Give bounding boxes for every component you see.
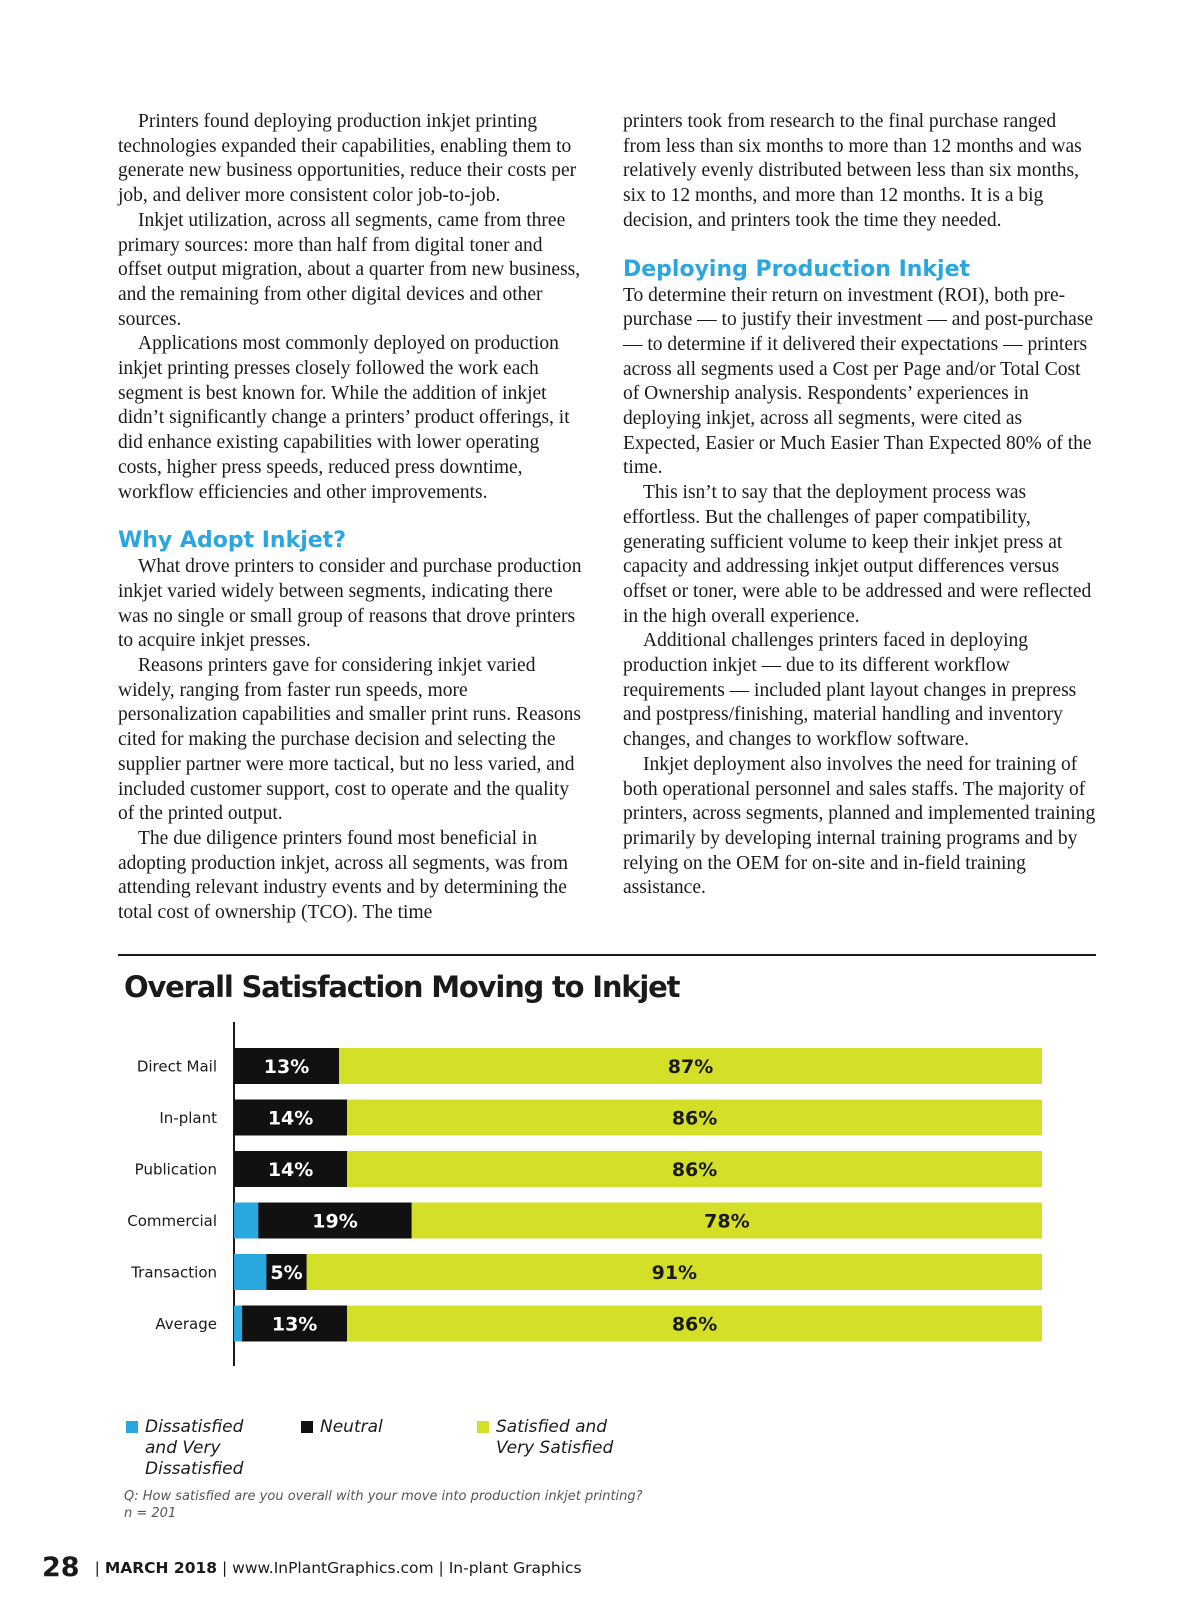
legend-label-satisfied-1: Satisfied and [496,1417,608,1437]
legend-label-dissatisfied-2: and Very [145,1438,221,1458]
legend-swatch-dissatisfied [126,1421,138,1433]
paragraph: What drove printers to consider and purchase production inkjet varied widely between segments, indicating there was no single or small group of reasons that drove printers to acquire inkjet presses. [118,556,582,652]
survey-sample-size: n = 201 [124,1506,177,1521]
paragraph: Applications most commonly deployed on production inkjet printing presses closely followed the work each segment is best known for. While the addition of inkjet didn’t significantly change a printers’ product offerings, it did enhance existing capabilities with lower operating costs, higher press speeds, reduced press downtime, workflow efficiencies and other improvements. [118,333,570,503]
data-label: 86% [671,1159,718,1181]
data-label: 91% [651,1262,698,1284]
legend-label-neutral: Neutral [320,1417,383,1437]
section-heading: Why Adopt Inkjet? [118,528,346,554]
survey-note [124,1488,643,1522]
category-label: Transaction [131,1263,217,1282]
data-label: 86% [671,1313,718,1336]
category-label: Publication [134,1160,217,1179]
paragraph: Printers found deploying production inkjet printing technologies expanded their capabilities, enabling them to generate new business opportunities, reduce their costs per job, and deliver more consistent color job-to-job. [118,111,577,207]
footer-issue: MARCH 2018 [104,1558,218,1577]
page-number: 28 [42,1552,80,1583]
data-label: 14% [267,1159,314,1181]
category-label: In-plant [159,1109,217,1127]
data-label: 14% [267,1107,314,1130]
paragraph: Inkjet utilization, across all segments, came from three primary sources: more than half from digital toner and offset output migration, about a quarter from new business, and the remaining from other digital devices and other sources. [118,209,581,330]
section-heading: Deploying Production Inkjet [623,256,971,282]
category-label: Direct Mail [136,1057,217,1076]
bar-segment [234,1254,266,1290]
category-label: Commercial [127,1212,217,1230]
data-label: 19% [312,1210,358,1233]
page-footer [42,1552,582,1583]
survey-question: Q: How satisfied are you overall with your move into production inkjet printing? [124,1489,643,1504]
data-label: 13% [263,1056,310,1078]
paragraph: To determine their return on investment (ROI), both pre-purchase — to justify their investment — and post-purchase — to determine if it delivered their expectations — printers across all segments used a Cost per Page and/or Total Cost of Ownership analysis. Respondents’ experiences in deploying inkjet, across all segments, were cited as Expected, Easier or Much Easier Than Expected 80% of the time. [623,284,1094,479]
category-label: Average [155,1315,217,1333]
footer-meta: | MARCH 2018 | www.InPlantGraphics.com | In-plant Graphics [94,1558,582,1577]
legend-swatch-neutral [301,1421,313,1433]
legend-label-dissatisfied-3: Dissatisfied [145,1459,244,1479]
footer-site: www.InPlantGraphics.com [232,1558,434,1577]
footer-publication: In-plant Graphics [448,1558,582,1577]
legend-item-dissatisfied [126,1417,266,1480]
legend-label-dissatisfied-1: Dissatisfied [145,1417,244,1437]
chart-title: Overall Satisfaction Moving to Inkjet [124,970,680,1004]
legend-item-neutral [301,1417,421,1438]
paragraph: Additional challenges printers faced in deploying production inkjet — due to its different workflow requirements — included plant layout changes in prepress and postpress/finishing, material handling and inventory changes, and changes to workflow software. [623,630,1077,751]
paragraph: Inkjet deployment also involves the need for training of both operational personnel and sales staffs. The majority of printers, across segments, planned and implemented training primarily by developing internal training programs and by relying on the OEM for on-site and in-field training assistance. [623,753,1096,899]
bar-segment [234,1203,258,1239]
paragraph: printers took from research to the final purchase ranged from less than six months to more than 12 months and was relatively evenly distributed between less than six months, six to 12 months, and more than 12 months. It is a big decision, and printers took the time they needed. [623,111,1082,231]
data-label: 78% [704,1210,750,1233]
bar-segment [234,1306,242,1342]
legend-swatch-satisfied [477,1421,489,1433]
data-label: 5% [270,1262,303,1284]
paragraph: Reasons printers gave for considering inkjet varied widely, ranging from faster run speeds, more personalization capabilities and smaller print runs. Reasons cited for making the purchase decision and selecting the supplier partner were more tactical, but no less varied, and included customer support, cost to operate and the quality of the printed output. [118,655,582,825]
data-label: 13% [271,1313,318,1336]
paragraph: The due diligence printers found most beneficial in adopting production inkjet, across all segments, was from attending relevant industry events and by determining the total cost of ownership (TCO). The time [118,827,569,924]
data-label: 87% [667,1056,714,1078]
paragraph: This isn’t to say that the deployment process was effortless. But the challenges of paper compatibility, generating sufficient volume to keep their inkjet press at capacity and addressing inkjet output differences versus offset or toner, were able to be addressed and were reflected in the high overall experience. [623,482,1092,627]
data-label: 86% [671,1107,718,1130]
legend-item-satisfied [477,1417,647,1459]
legend-label-satisfied-2: Very Satisfied [496,1438,614,1458]
